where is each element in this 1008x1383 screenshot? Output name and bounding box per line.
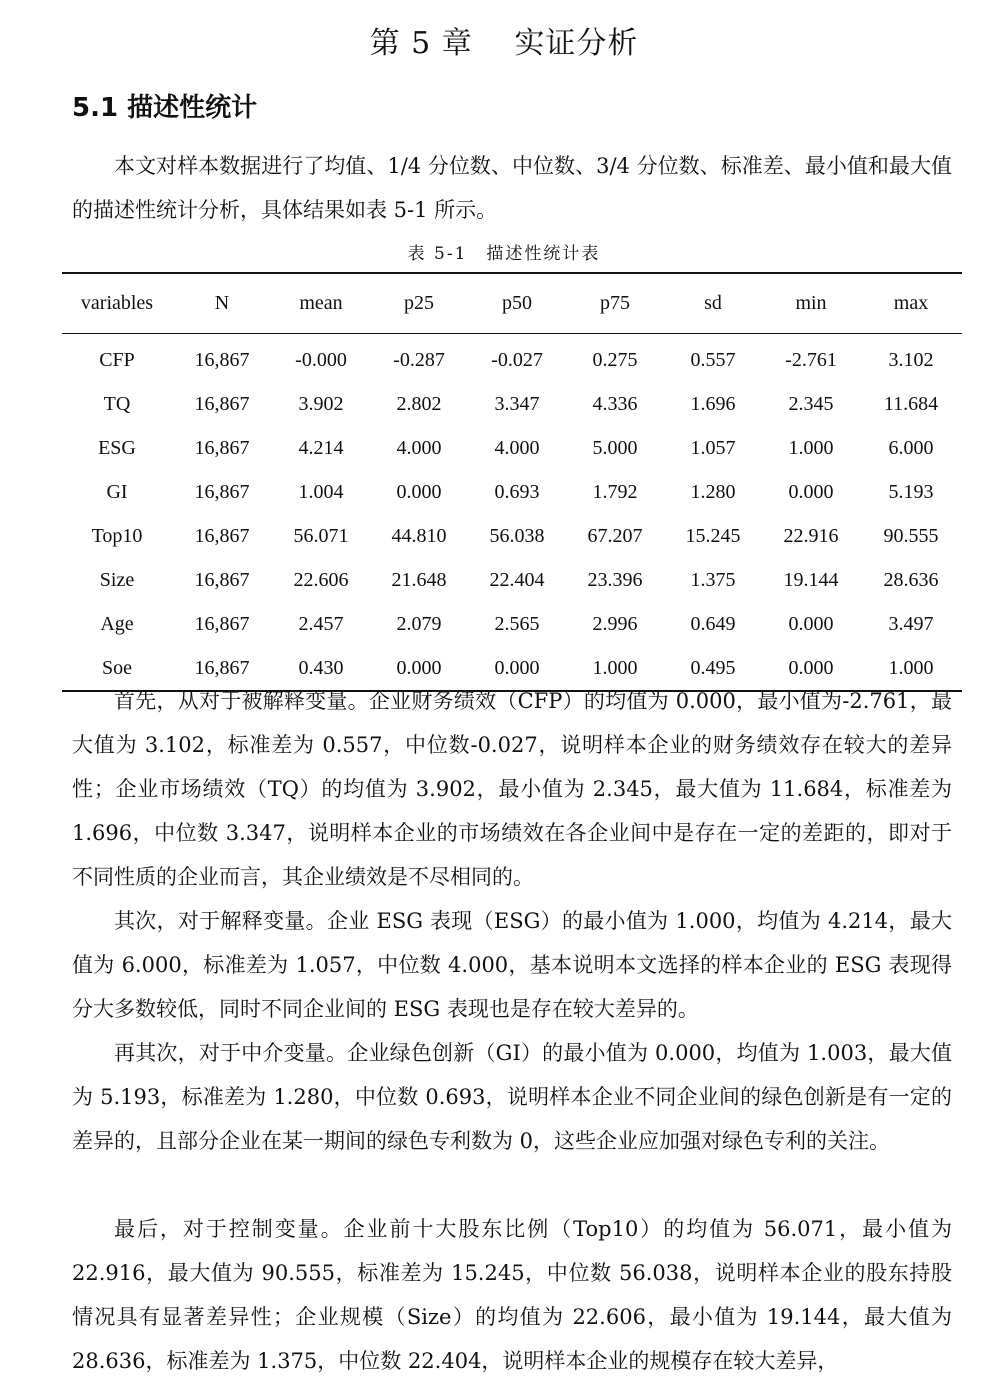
table-cell: 0.000 [494,656,540,679]
table-cell: 1.375 [690,568,736,591]
table-caption: 表 5-1 描述性统计表 [407,244,601,264]
table-row [62,558,962,602]
table-cell: 16,867 [194,480,250,503]
column-header: N [214,292,230,314]
table-cell: 0.000 [396,480,442,503]
table-cell: 1.696 [690,392,736,415]
table-cell: 22.606 [293,568,349,591]
table-cell: 4.336 [592,392,638,415]
table-cell: 28.636 [883,568,939,591]
table-cell: ESG [98,436,136,459]
table-row [62,426,962,470]
column-header: mean [299,292,343,314]
table-cell: 3.902 [298,392,344,415]
table-cell: 0.495 [690,656,736,679]
table-cell: CFP [99,348,135,371]
table-cell: 16,867 [194,436,250,459]
section-title: 5.1 描述性统计 [72,93,258,123]
table-cell: 3.347 [494,392,540,415]
table-row [62,382,962,426]
table-cell: 1.000 [888,656,934,679]
table-cell: GI [106,480,128,503]
column-header: sd [704,292,722,314]
table-cell: 11.684 [883,392,939,415]
column-header: min [795,292,827,314]
table-cell: Age [100,612,134,635]
intro-paragraph: 本文对样本数据进行了均值、1/4 分位数、中位数、3/4 分位数、标准差、最小值和最大值的描述性统计分析，具体结果如表 5-1 所示。 [72,154,952,222]
table-row [62,334,962,383]
table-cell: 0.000 [396,656,442,679]
table-cell: 16,867 [194,348,250,371]
table-cell: 67.207 [587,524,643,547]
table-cell: -0.027 [491,348,543,371]
table-row [62,514,962,558]
column-header: p25 [404,292,434,314]
table-cell: TQ [103,392,131,415]
table-cell: 2.996 [592,612,638,635]
table-row [62,470,962,514]
table-cell: 16,867 [194,392,250,415]
table-cell: 0.275 [592,348,638,371]
paragraph-mediating-variable: 再其次，对于中介变量。企业绿色创新（GI）的最小值为 0.000，均值为 1.003，最大值为 5.193，标准差为 1.280，中位数 0.693，说明样本企业不同企业间的绿色创新是有一定的差异的，且部分企业在某一期间的绿色专利数为 0，这些企业应加强对绿色专利的关注。 [72,1041,952,1153]
table-cell: 1.000 [788,436,834,459]
table-cell: 16,867 [194,568,250,591]
table-cell: 2.457 [298,612,344,635]
table-cell: 5.000 [592,436,638,459]
table-cell: 3.102 [888,348,934,371]
table-cell: 1.280 [690,480,736,503]
table-cell: 23.396 [587,568,643,591]
table-cell: 0.557 [690,348,736,371]
table-cell: 16,867 [194,524,250,547]
table-cell: 21.648 [391,568,447,591]
table-cell: 16,867 [194,612,250,635]
table-cell: -2.761 [785,348,837,371]
table-cell: -0.287 [393,348,445,371]
table-cell: 2.802 [396,392,442,415]
table-cell: 1.792 [592,480,638,503]
table-cell: 0.000 [788,656,834,679]
table-cell: 1.057 [690,436,736,459]
table-cell: 56.038 [489,524,545,547]
table-cell: 56.071 [293,524,349,547]
table-cell: 2.079 [396,612,442,635]
table-cell: 4.214 [298,436,344,459]
table-cell: Top10 [91,524,143,547]
table-cell: 16,867 [194,656,250,679]
descriptive-statistics-table [62,272,962,692]
table-cell: Soe [102,656,132,679]
table-cell: 44.810 [391,524,447,547]
table-cell: 19.144 [783,568,839,591]
table-cell: 0.649 [690,612,736,635]
table-cell: 15.245 [685,524,741,547]
table-cell: 2.565 [494,612,540,635]
column-header: variables [80,292,154,314]
table-cell: 1.000 [592,656,638,679]
table-cell: 22.916 [783,524,839,547]
chapter-title: 第 5 章 实证分析 [369,26,639,61]
table-cell: 0.693 [494,480,540,503]
column-header: p50 [502,292,532,314]
table-cell: 22.404 [489,568,545,591]
table-cell: 4.000 [494,436,540,459]
table-cell: -0.000 [295,348,347,371]
table-cell: 3.497 [888,612,934,635]
table-cell: 2.345 [788,392,834,415]
table-cell: Size [99,568,135,591]
table-cell: 90.555 [883,524,939,547]
table-cell: 0.430 [298,656,344,679]
column-header: max [893,292,929,314]
table-cell: 1.004 [298,480,344,503]
table-row [62,602,962,646]
table-cell: 0.000 [788,612,834,635]
paragraph-explanatory-variable: 其次，对于解释变量。企业 ESG 表现（ESG）的最小值为 1.000，均值为 4.214，最大值为 6.000，标准差为 1.057，中位数 4.000，基本说明本文选择的样本企业的 ESG 表现得分大多数较低，同时不同企业间的 ESG 表现也是存在较大差异的。 [72,909,952,1021]
table-cell: 0.000 [788,480,834,503]
table-cell: 5.193 [888,480,934,503]
column-header: p75 [600,292,630,314]
table-header-row [62,273,962,334]
paragraph-control-variables: 最后，对于控制变量。企业前十大股东比例（Top10）的均值为 56.071，最小值为 22.916，最大值为 90.555，标准差为 15.245，中位数 56.038，说明样本企业的股东持股情况具有显著差异性；企业规模（Size）的均值为 22.606，最小值为 19.144，最大值为 28.636，标准差为 1.375，中位数 22.404，说明样本企业的规模存在较大差异， [72,1217,952,1373]
table-cell: 6.000 [888,436,934,459]
paragraph-dependent-variables: 首先，从对于被解释变量。企业财务绩效（CFP）的均值为 0.000，最小值为-2.761，最大值为 3.102，标准差为 0.557，中位数-0.027，说明样本企业的财务绩效存在较大的差异性；企业市场绩效（TQ）的均值为 3.902，最小值为 2.345，最大值为 11.684，标准差为 1.696，中位数 3.347，说明样本企业的市场绩效在各企业间中是存在一定的差距的，即对于不同性质的企业而言，其企业绩效是不尽相同的。 [72,689,952,889]
table-cell: 4.000 [396,436,442,459]
